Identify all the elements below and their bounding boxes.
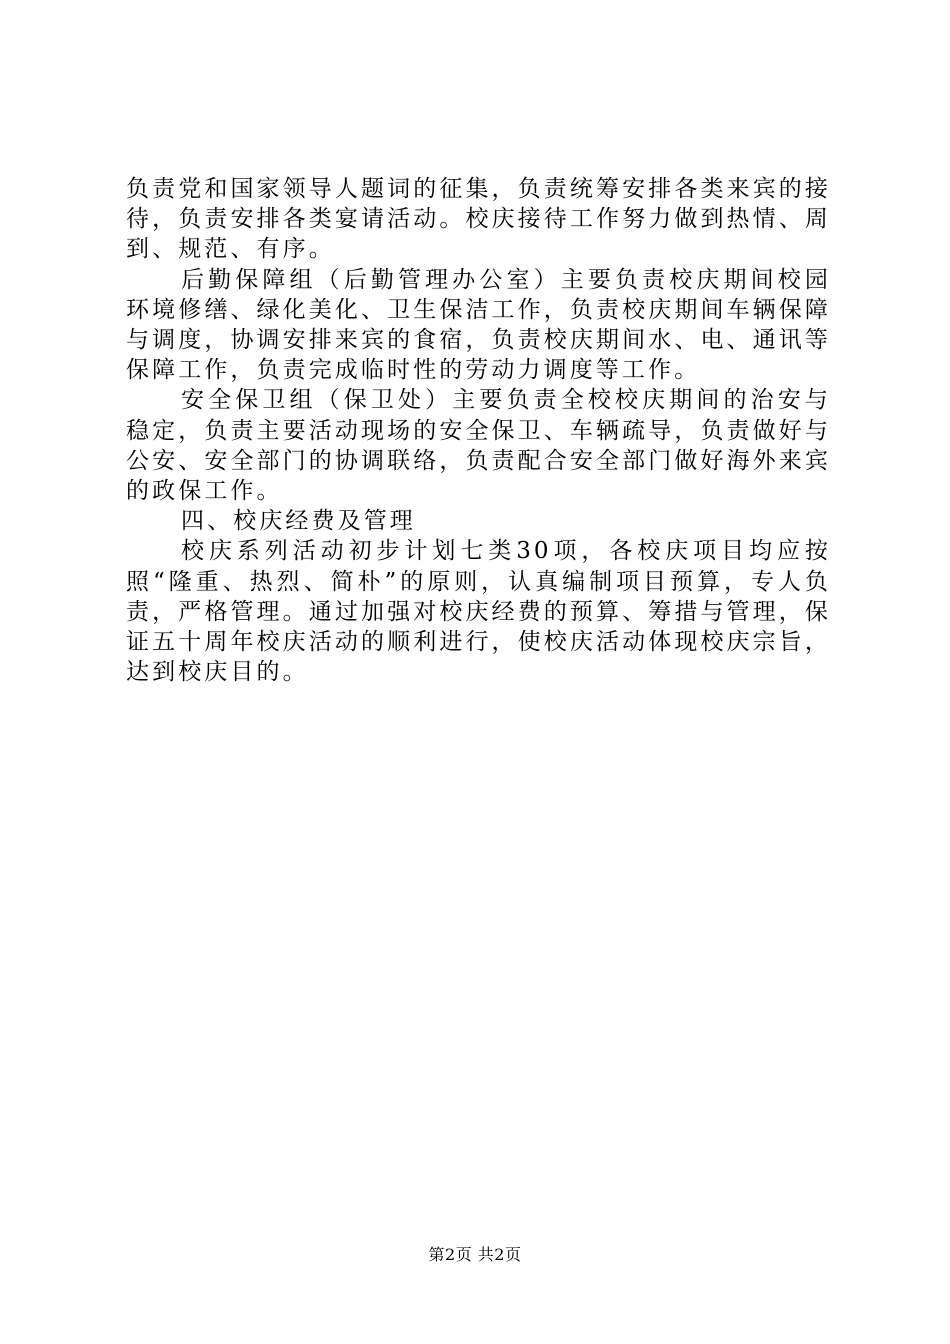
paragraph-reception-duties: 负责党和国家领导人题词的征集，负责统筹安排各类来宾的接待，负责安排各类宴请活动。校庆接待工作努力做到热情、周到、规范、有序。 <box>126 176 831 263</box>
document-body <box>126 174 831 687</box>
section-heading-funding: 四、校庆经费及管理 <box>181 508 416 535</box>
page-footer: 第2页 共2页 <box>428 1245 522 1264</box>
paragraph-funding-management: 校庆系列活动初步计划七类30项，各校庆项目均应按照“隆重、热烈、简朴”的原则，认真编制项目预算，专人负责，严格管理。通过加强对校庆经费的预算、筹措与管理，保证五十周年校庆活动的顺利进行，使校庆活动体现校庆宗旨，达到校庆目的。 <box>126 538 831 686</box>
paragraph-security-group: 安全保卫组（保卫处）主要负责全校校庆期间的治安与稳定，负责主要活动现场的安全保卫、车辆疏导，负责做好与公安、安全部门的协调联络，负责配合安全部门做好海外来宾的政保工作。 <box>126 387 831 505</box>
paragraph-logistics-group: 后勤保障组（后勤管理办公室）主要负责校庆期间校园环境修缮、绿化美化、卫生保洁工作，负责校庆期间车辆保障与调度，协调安排来宾的食宿，负责校庆期间水、电、通讯等保障工作，负责完成临时性的劳动力调度等工作。 <box>126 266 831 384</box>
